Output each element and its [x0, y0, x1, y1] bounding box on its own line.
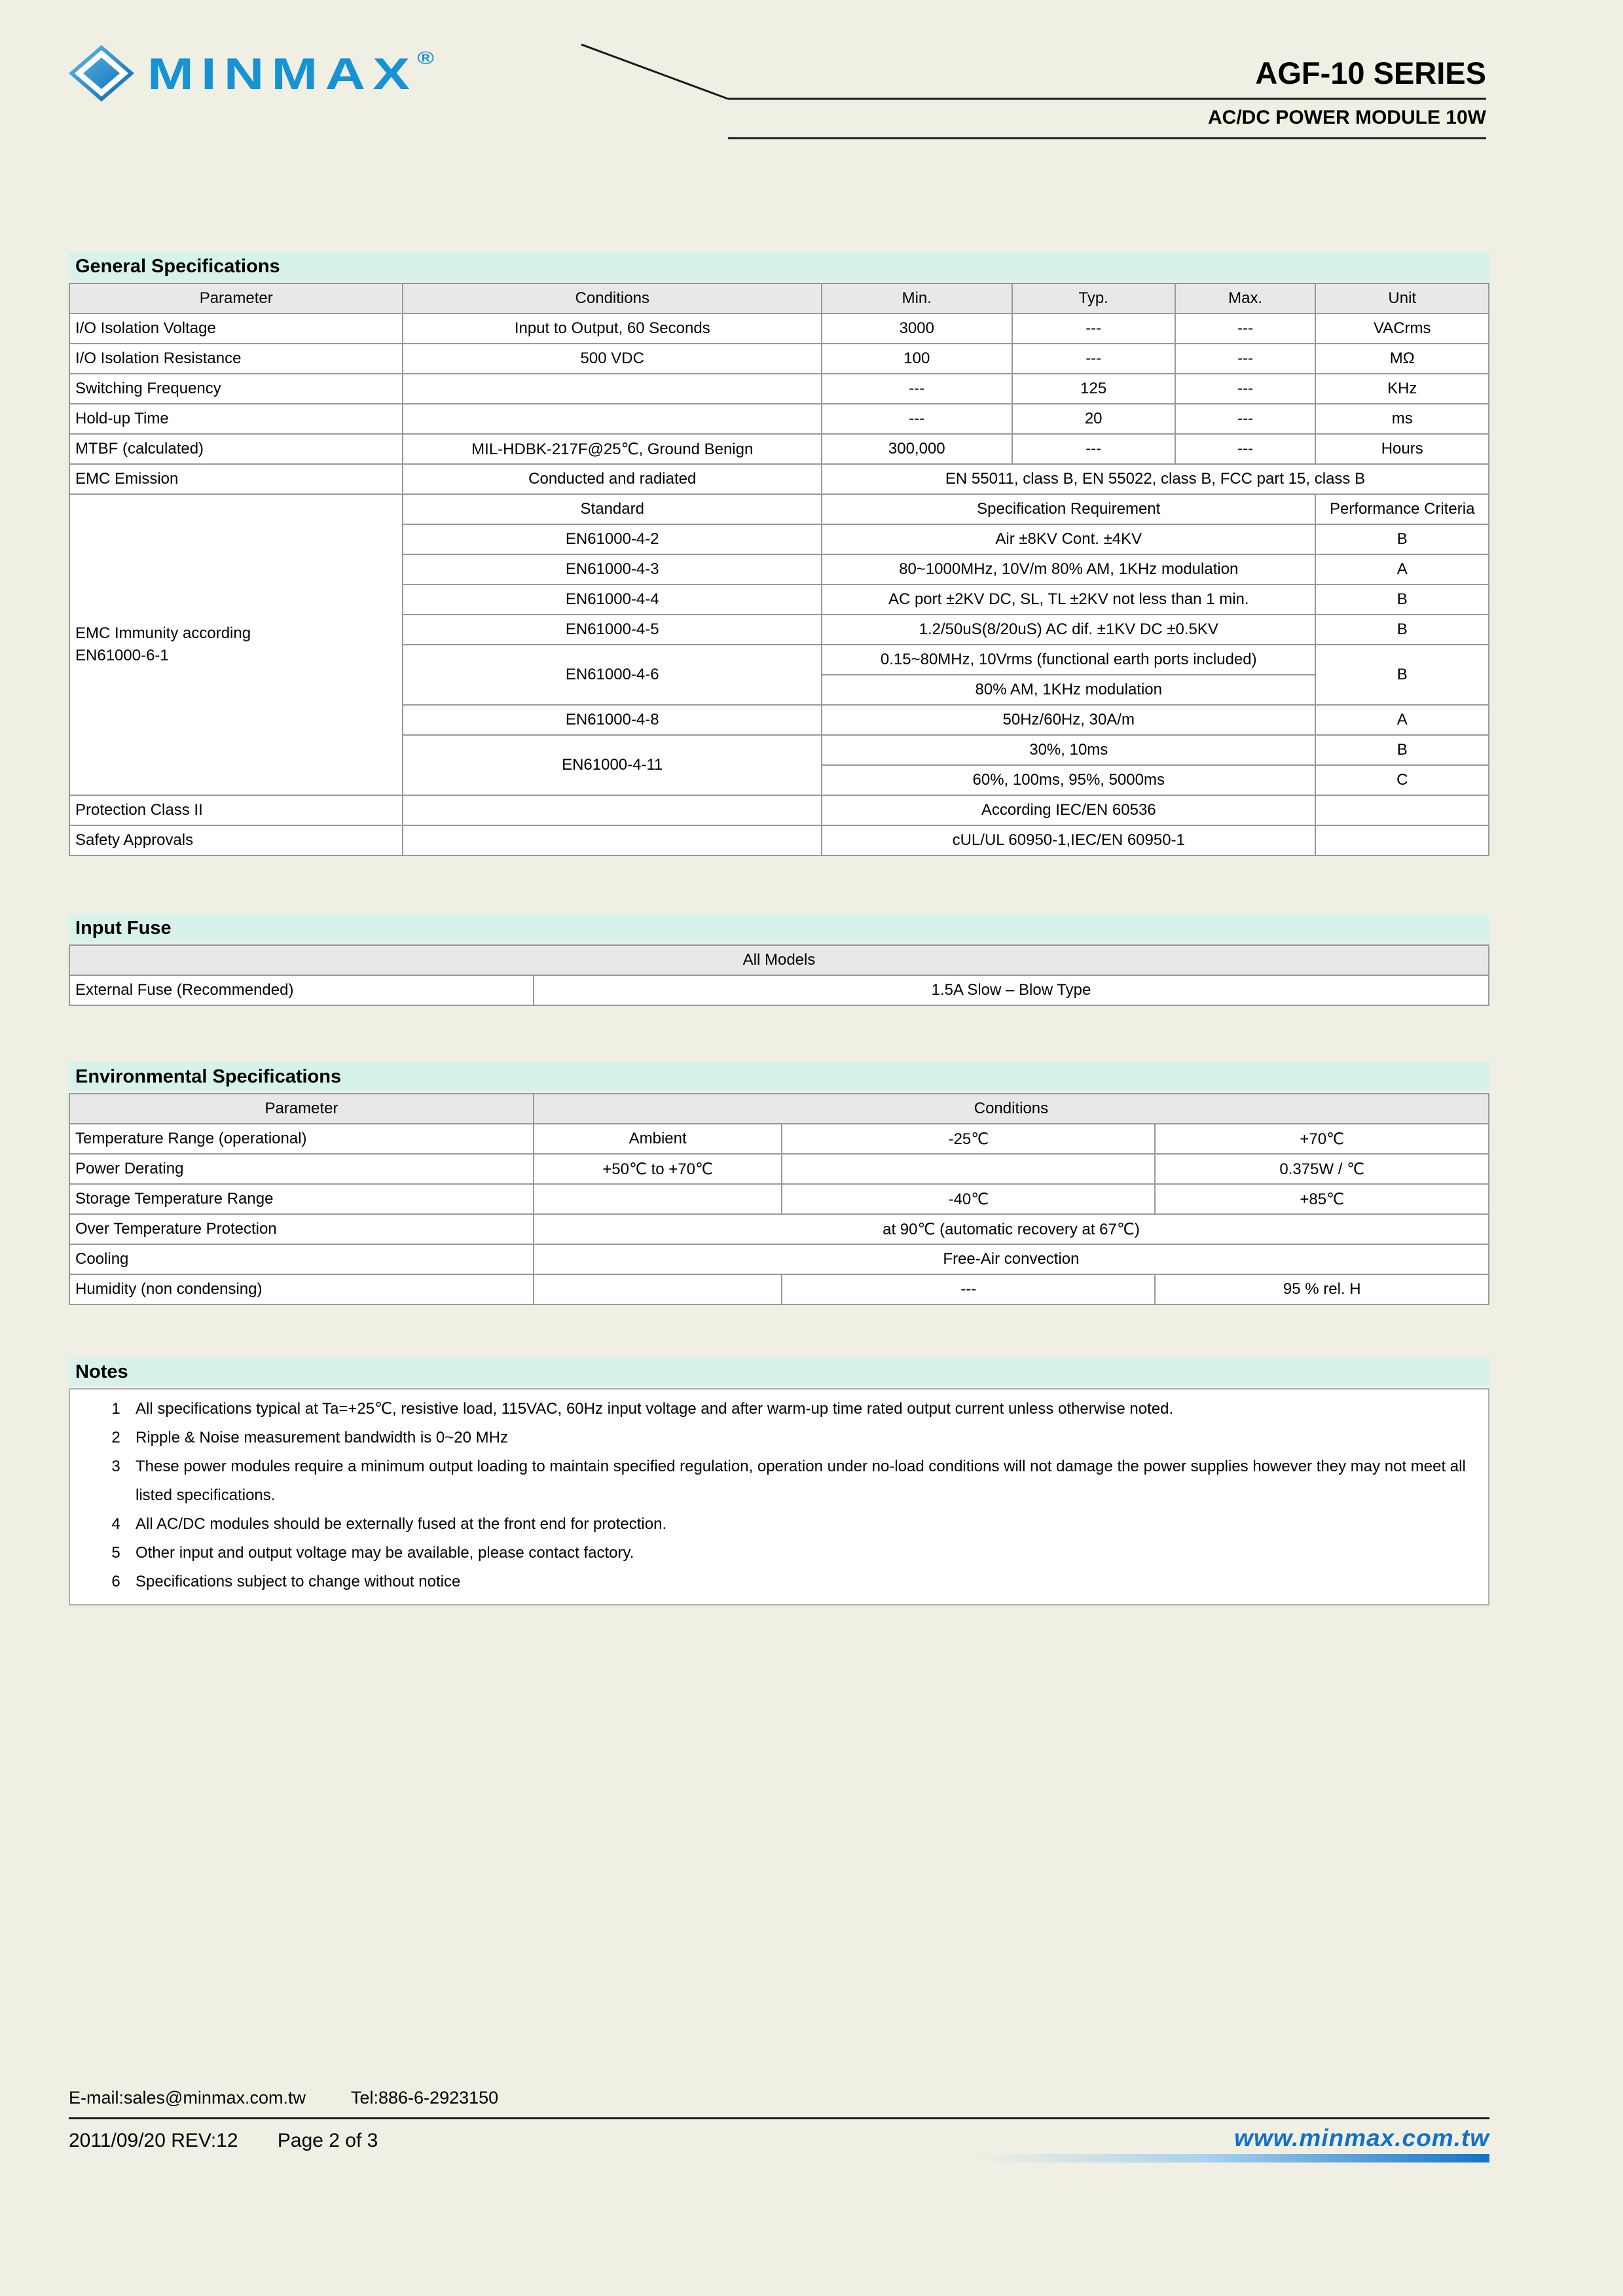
- table-row: [69, 374, 1489, 404]
- param-cell: Storage Temperature Range: [69, 1184, 534, 1214]
- column-header-typ: Typ.: [1012, 283, 1175, 314]
- note-item: [96, 1452, 1475, 1510]
- note-text: Ripple & Noise measurement bandwidth is 0~20 MHz: [136, 1429, 508, 1446]
- note-item: [96, 1424, 1475, 1452]
- crit-cell: B: [1315, 735, 1489, 765]
- footer-email: E-mail:sales@minmax.com.tw: [69, 2088, 306, 2108]
- req-cell: 80% AM, 1KHz modulation: [822, 675, 1315, 705]
- table-row: [69, 404, 1489, 434]
- min-cell: 300,000: [822, 434, 1012, 464]
- cond-cell: 0.375W / ℃: [1155, 1154, 1489, 1184]
- footer-page-number: Page 2 of 3: [277, 2130, 378, 2151]
- input-fuse-table: [69, 944, 1489, 1006]
- table-row: [69, 1274, 1489, 1304]
- table-header-row: [69, 945, 1489, 975]
- note-text: Specifications subject to change without notice: [136, 1573, 461, 1590]
- note-number: 6: [111, 1573, 120, 1590]
- req-cell: Air ±8KV Cont. ±4KV: [822, 524, 1315, 554]
- cond-cell: -25℃: [782, 1124, 1155, 1154]
- cond-cell: Ambient: [534, 1124, 782, 1154]
- table-row: [69, 1154, 1489, 1184]
- cond-cell: [403, 404, 822, 434]
- typ-cell: ---: [1012, 314, 1175, 344]
- max-cell: ---: [1175, 374, 1316, 404]
- general-specifications-section: [69, 252, 1489, 856]
- table-row: [69, 975, 1489, 1005]
- std-cell: EN61000-4-3: [403, 554, 822, 584]
- unit-cell: VACrms: [1315, 314, 1489, 344]
- req-cell: 50Hz/60Hz, 30A/m: [822, 705, 1315, 735]
- std-cell: EN61000-4-4: [403, 584, 822, 615]
- max-cell: ---: [1175, 404, 1316, 434]
- note-item: [96, 1395, 1475, 1424]
- param-cell: Over Temperature Protection: [69, 1214, 534, 1244]
- std-cell: EN61000-4-2: [403, 524, 822, 554]
- unit-cell: MΩ: [1315, 344, 1489, 374]
- emc-param-line1: EMC Immunity according: [75, 624, 251, 642]
- website-block: [979, 2125, 1489, 2162]
- series-title: AGF-10 SERIES: [1255, 56, 1486, 90]
- minmax-diamond-icon: [69, 45, 134, 102]
- param-cell: Hold-up Time: [69, 404, 403, 434]
- param-cell: Safety Approvals: [69, 825, 403, 855]
- value-cell: at 90℃ (automatic recovery at 67℃): [534, 1214, 1489, 1244]
- subcol-standard: Standard: [403, 494, 822, 524]
- table-header-row: [69, 283, 1489, 314]
- footer-contact: [69, 2088, 1489, 2108]
- table-row: [69, 1124, 1489, 1154]
- cond-cell: -40℃: [782, 1184, 1155, 1214]
- series-subtitle: AC/DC POWER MODULE 10W: [1207, 107, 1486, 128]
- table-row-emc-emission: [69, 464, 1489, 494]
- req-cell: 0.15~80MHz, 10Vrms (functional earth ports included): [822, 645, 1315, 675]
- value-cell: 1.5A Slow – Blow Type: [534, 975, 1489, 1005]
- section-title-environmental: Environmental Specifications: [69, 1062, 1489, 1091]
- param-cell: Humidity (non condensing): [69, 1274, 534, 1304]
- req-cell: 1.2/50uS(8/20uS) AC dif. ±1KV DC ±0.5KV: [822, 615, 1315, 645]
- note-text: Other input and output voltage may be available, please contact factory.: [136, 1544, 634, 1562]
- cond-cell: [534, 1274, 782, 1304]
- param-cell: MTBF (calculated): [69, 434, 403, 464]
- note-item: [96, 1510, 1475, 1539]
- crit-cell: A: [1315, 554, 1489, 584]
- std-cell: EN61000-4-11: [403, 735, 822, 795]
- param-cell-emc-immunity: [69, 494, 403, 795]
- unit-cell: ms: [1315, 404, 1489, 434]
- website-gradient-bar: [979, 2154, 1489, 2162]
- table-row: [69, 1184, 1489, 1214]
- table-row: [69, 434, 1489, 464]
- param-cell: Switching Frequency: [69, 374, 403, 404]
- value-cell: EN 55011, class B, EN 55022, class B, FCC part 15, class B: [822, 464, 1489, 494]
- min-cell: ---: [822, 374, 1012, 404]
- std-cell: EN61000-4-5: [403, 615, 822, 645]
- minmax-logo: [69, 45, 435, 102]
- max-cell: ---: [1175, 434, 1316, 464]
- note-item: [96, 1568, 1475, 1596]
- section-title-general: General Specifications: [69, 252, 1489, 281]
- req-cell: 80~1000MHz, 10V/m 80% AM, 1KHz modulation: [822, 554, 1315, 584]
- crit-cell: C: [1315, 765, 1489, 795]
- value-cell: According IEC/EN 60536: [822, 795, 1315, 825]
- registered-mark: ®: [417, 47, 435, 68]
- cond-cell: +85℃: [1155, 1184, 1489, 1214]
- note-number: 1: [111, 1400, 120, 1418]
- min-cell: 100: [822, 344, 1012, 374]
- param-cell: Protection Class II: [69, 795, 403, 825]
- typ-cell: 125: [1012, 374, 1175, 404]
- input-fuse-section: [69, 914, 1489, 1006]
- note-text: All specifications typical at Ta=+25℃, resistive load, 115VAC, 60Hz input voltage and after warm-up time rated output current unless otherwise noted.: [136, 1400, 1174, 1418]
- crit-cell: B: [1315, 645, 1489, 705]
- table-row-protection: [69, 795, 1489, 825]
- table-row-safety: [69, 825, 1489, 855]
- cond-cell: Input to Output, 60 Seconds: [403, 314, 822, 344]
- cond-cell: +50℃ to +70℃: [534, 1154, 782, 1184]
- table-row: [69, 1214, 1489, 1244]
- footer-website: www.minmax.com.tw: [1234, 2125, 1489, 2151]
- table-row: [69, 1244, 1489, 1274]
- max-cell: ---: [1175, 344, 1316, 374]
- footer: [69, 2088, 1489, 2162]
- note-text: These power modules require a minimum output loading to maintain specified regulation, operation under no-load conditions will not damage the power supplies however they may not meet all listed specifications.: [136, 1458, 1466, 1504]
- note-item: [96, 1539, 1475, 1568]
- param-cell: Temperature Range (operational): [69, 1124, 534, 1154]
- value-cell: cUL/UL 60950-1,IEC/EN 60950-1: [822, 825, 1315, 855]
- column-header-parameter: Parameter: [69, 283, 403, 314]
- column-header-min: Min.: [822, 283, 1012, 314]
- param-cell: I/O Isolation Voltage: [69, 314, 403, 344]
- cond-cell: Conducted and radiated: [403, 464, 822, 494]
- footer-tel: Tel:886-6-2923150: [350, 2088, 499, 2108]
- cond-cell: [403, 795, 822, 825]
- section-title-notes: Notes: [69, 1357, 1489, 1386]
- std-cell: EN61000-4-8: [403, 705, 822, 735]
- note-number: 3: [111, 1458, 120, 1475]
- general-specifications-table: [69, 283, 1489, 856]
- column-header-conditions: Conditions: [534, 1094, 1489, 1124]
- unit-cell: [1315, 825, 1489, 855]
- crit-cell: B: [1315, 584, 1489, 615]
- footer-revision-info: [69, 2126, 378, 2162]
- crit-cell: B: [1315, 615, 1489, 645]
- unit-cell: [1315, 795, 1489, 825]
- param-cell: External Fuse (Recommended): [69, 975, 534, 1005]
- cond-cell: MIL-HDBK-217F@25℃, Ground Benign: [403, 434, 822, 464]
- column-header-max: Max.: [1175, 283, 1316, 314]
- typ-cell: ---: [1012, 434, 1175, 464]
- typ-cell: ---: [1012, 344, 1175, 374]
- value-cell: Free-Air convection: [534, 1244, 1489, 1274]
- cond-cell: 95 % rel. H: [1155, 1274, 1489, 1304]
- footer-divider: [69, 2117, 1489, 2119]
- section-title-input-fuse: Input Fuse: [69, 914, 1489, 942]
- table-row-emc-subheader: [69, 494, 1489, 524]
- column-header-conditions: Conditions: [403, 283, 822, 314]
- column-header-unit: Unit: [1315, 283, 1489, 314]
- table-header-row: [69, 1094, 1489, 1124]
- min-cell: 3000: [822, 314, 1012, 344]
- table-row: [69, 314, 1489, 344]
- req-cell: 60%, 100ms, 95%, 5000ms: [822, 765, 1315, 795]
- unit-cell: Hours: [1315, 434, 1489, 464]
- cond-cell: [403, 374, 822, 404]
- param-cell: Cooling: [69, 1244, 534, 1274]
- minmax-logo-text: MINMAX®: [147, 47, 435, 99]
- max-cell: ---: [1175, 314, 1316, 344]
- environmental-specifications-section: [69, 1062, 1489, 1305]
- cond-cell: [534, 1184, 782, 1214]
- min-cell: ---: [822, 404, 1012, 434]
- req-cell: 30%, 10ms: [822, 735, 1315, 765]
- param-cell: EMC Emission: [69, 464, 403, 494]
- footer-date-rev: 2011/09/20 REV:12: [69, 2130, 238, 2151]
- header: [0, 0, 1623, 151]
- note-number: 5: [111, 1544, 120, 1562]
- subcol-criteria: Performance Criteria: [1315, 494, 1489, 524]
- crit-cell: A: [1315, 705, 1489, 735]
- footer-bottom: [69, 2126, 1489, 2162]
- notes-box: [69, 1388, 1489, 1605]
- table-row: [69, 344, 1489, 374]
- param-cell: I/O Isolation Resistance: [69, 344, 403, 374]
- cond-cell: +70℃: [1155, 1124, 1489, 1154]
- param-cell: Power Derating: [69, 1154, 534, 1184]
- std-cell: EN61000-4-6: [403, 645, 822, 705]
- cond-cell: 500 VDC: [403, 344, 822, 374]
- crit-cell: B: [1315, 524, 1489, 554]
- note-number: 4: [111, 1515, 120, 1533]
- typ-cell: 20: [1012, 404, 1175, 434]
- note-text: All AC/DC modules should be externally fused at the front end for protection.: [136, 1515, 667, 1533]
- notes-section: [69, 1357, 1489, 1605]
- column-header-parameter: Parameter: [69, 1094, 534, 1124]
- cond-cell: ---: [782, 1274, 1155, 1304]
- cond-cell: [782, 1154, 1155, 1184]
- emc-param-line2: EN61000-6-1: [75, 647, 169, 664]
- subcol-requirement: Specification Requirement: [822, 494, 1315, 524]
- page-content: [69, 252, 1489, 1605]
- column-header-all-models: All Models: [69, 945, 1489, 975]
- req-cell: AC port ±2KV DC, SL, TL ±2KV not less than 1 min.: [822, 584, 1315, 615]
- cond-cell: [403, 825, 822, 855]
- unit-cell: KHz: [1315, 374, 1489, 404]
- note-number: 2: [111, 1429, 120, 1446]
- environmental-specifications-table: [69, 1093, 1489, 1305]
